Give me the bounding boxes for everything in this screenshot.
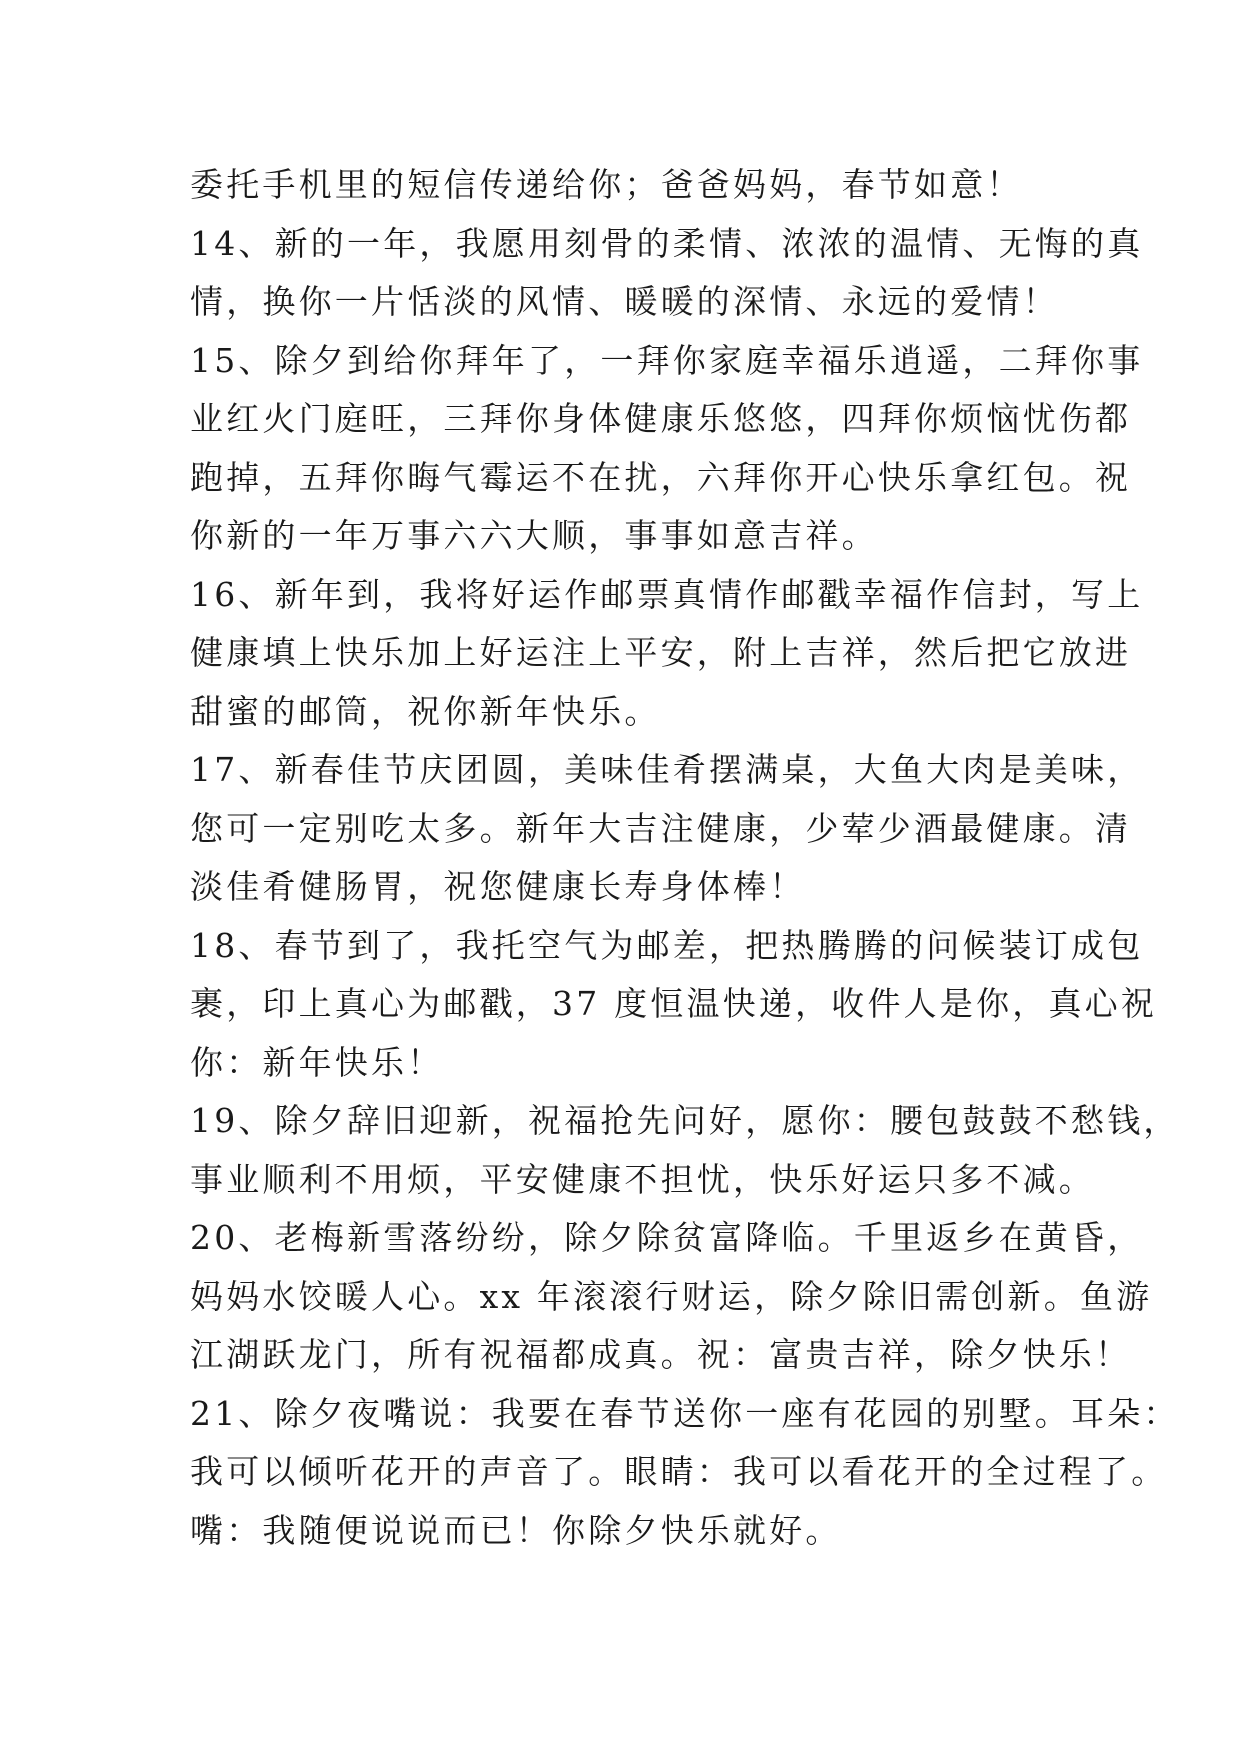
text-line: 委托手机里的短信传递给你；爸爸妈妈，春节如意！ xyxy=(190,165,1023,204)
text-line: 健康填上快乐加上好运注上平安，附上吉祥，然后把它放进 xyxy=(190,633,1132,672)
text-line: 19、除夕辞旧迎新，祝福抢先问好，愿你：腰包鼓鼓不愁钱， xyxy=(190,1101,1180,1140)
text-line: 14、新的一年，我愿用刻骨的柔情、浓浓的温情、无悔的真 xyxy=(190,223,1144,263)
text-line: 我可以倾听花开的声音了。眼睛：我可以看花开的全过程了。 xyxy=(190,1452,1168,1491)
text-line: 甜蜜的邮筒，祝你新年快乐。 xyxy=(190,691,661,731)
text-line: 情，换你一片恬淡的风情、暖暖的深情、永远的爱情！ xyxy=(190,282,1059,321)
text-line: 20、老梅新雪落纷纷，除夕除贫富降临。千里返乡在黄昏， xyxy=(190,1218,1144,1257)
text-line: 淡佳肴健肠胃，祝您健康长寿身体棒！ xyxy=(190,867,806,906)
text-line: 事业顺利不用烦，平安健康不担忧，快乐好运只多不减。 xyxy=(190,1159,1095,1199)
text-line: 21、除夕夜嘴说：我要在春节送你一座有花园的别墅。耳朵： xyxy=(190,1393,1180,1433)
text-line: 妈妈水饺暖人心。xx 年滚滚行财运，除夕除旧需创新。鱼游 xyxy=(190,1276,1153,1316)
text-line: 你新的一年万事六六大顺，事事如意吉祥。 xyxy=(190,516,878,555)
text-line: 15、除夕到给你拜年了，一拜你家庭幸福乐逍遥，二拜你事 xyxy=(190,340,1144,380)
text-line: 跑掉，五拜你晦气霉运不在扰，六拜你开心快乐拿红包。祝 xyxy=(190,457,1132,497)
text-line: 17、新春佳节庆团圆，美味佳肴摆满桌，大鱼大肉是美味， xyxy=(190,750,1144,789)
text-line: 18、春节到了，我托空气为邮差，把热腾腾的问候装订成包 xyxy=(190,925,1144,965)
text-line: 你：新年快乐！ xyxy=(190,1042,444,1082)
text-line: 业红火门庭旺，三拜你身体健康乐悠悠，四拜你烦恼忧伤都 xyxy=(190,399,1132,438)
document-body xyxy=(190,156,1180,1560)
text-line: 16、新年到，我将好运作邮票真情作邮戳幸福作信封，写上 xyxy=(190,574,1144,614)
text-line: 您可一定别吃太多。新年大吉注健康，少荤少酒最健康。清 xyxy=(190,808,1132,848)
text-line: 嘴：我随便说说而已！你除夕快乐就好。 xyxy=(190,1510,842,1550)
text-line: 江湖跃龙门，所有祝福都成真。祝：富贵吉祥，除夕快乐！ xyxy=(190,1335,1132,1374)
text-line: 裹，印上真心为邮戳，37 度恒温快递，收件人是你，真心祝 xyxy=(190,984,1158,1023)
